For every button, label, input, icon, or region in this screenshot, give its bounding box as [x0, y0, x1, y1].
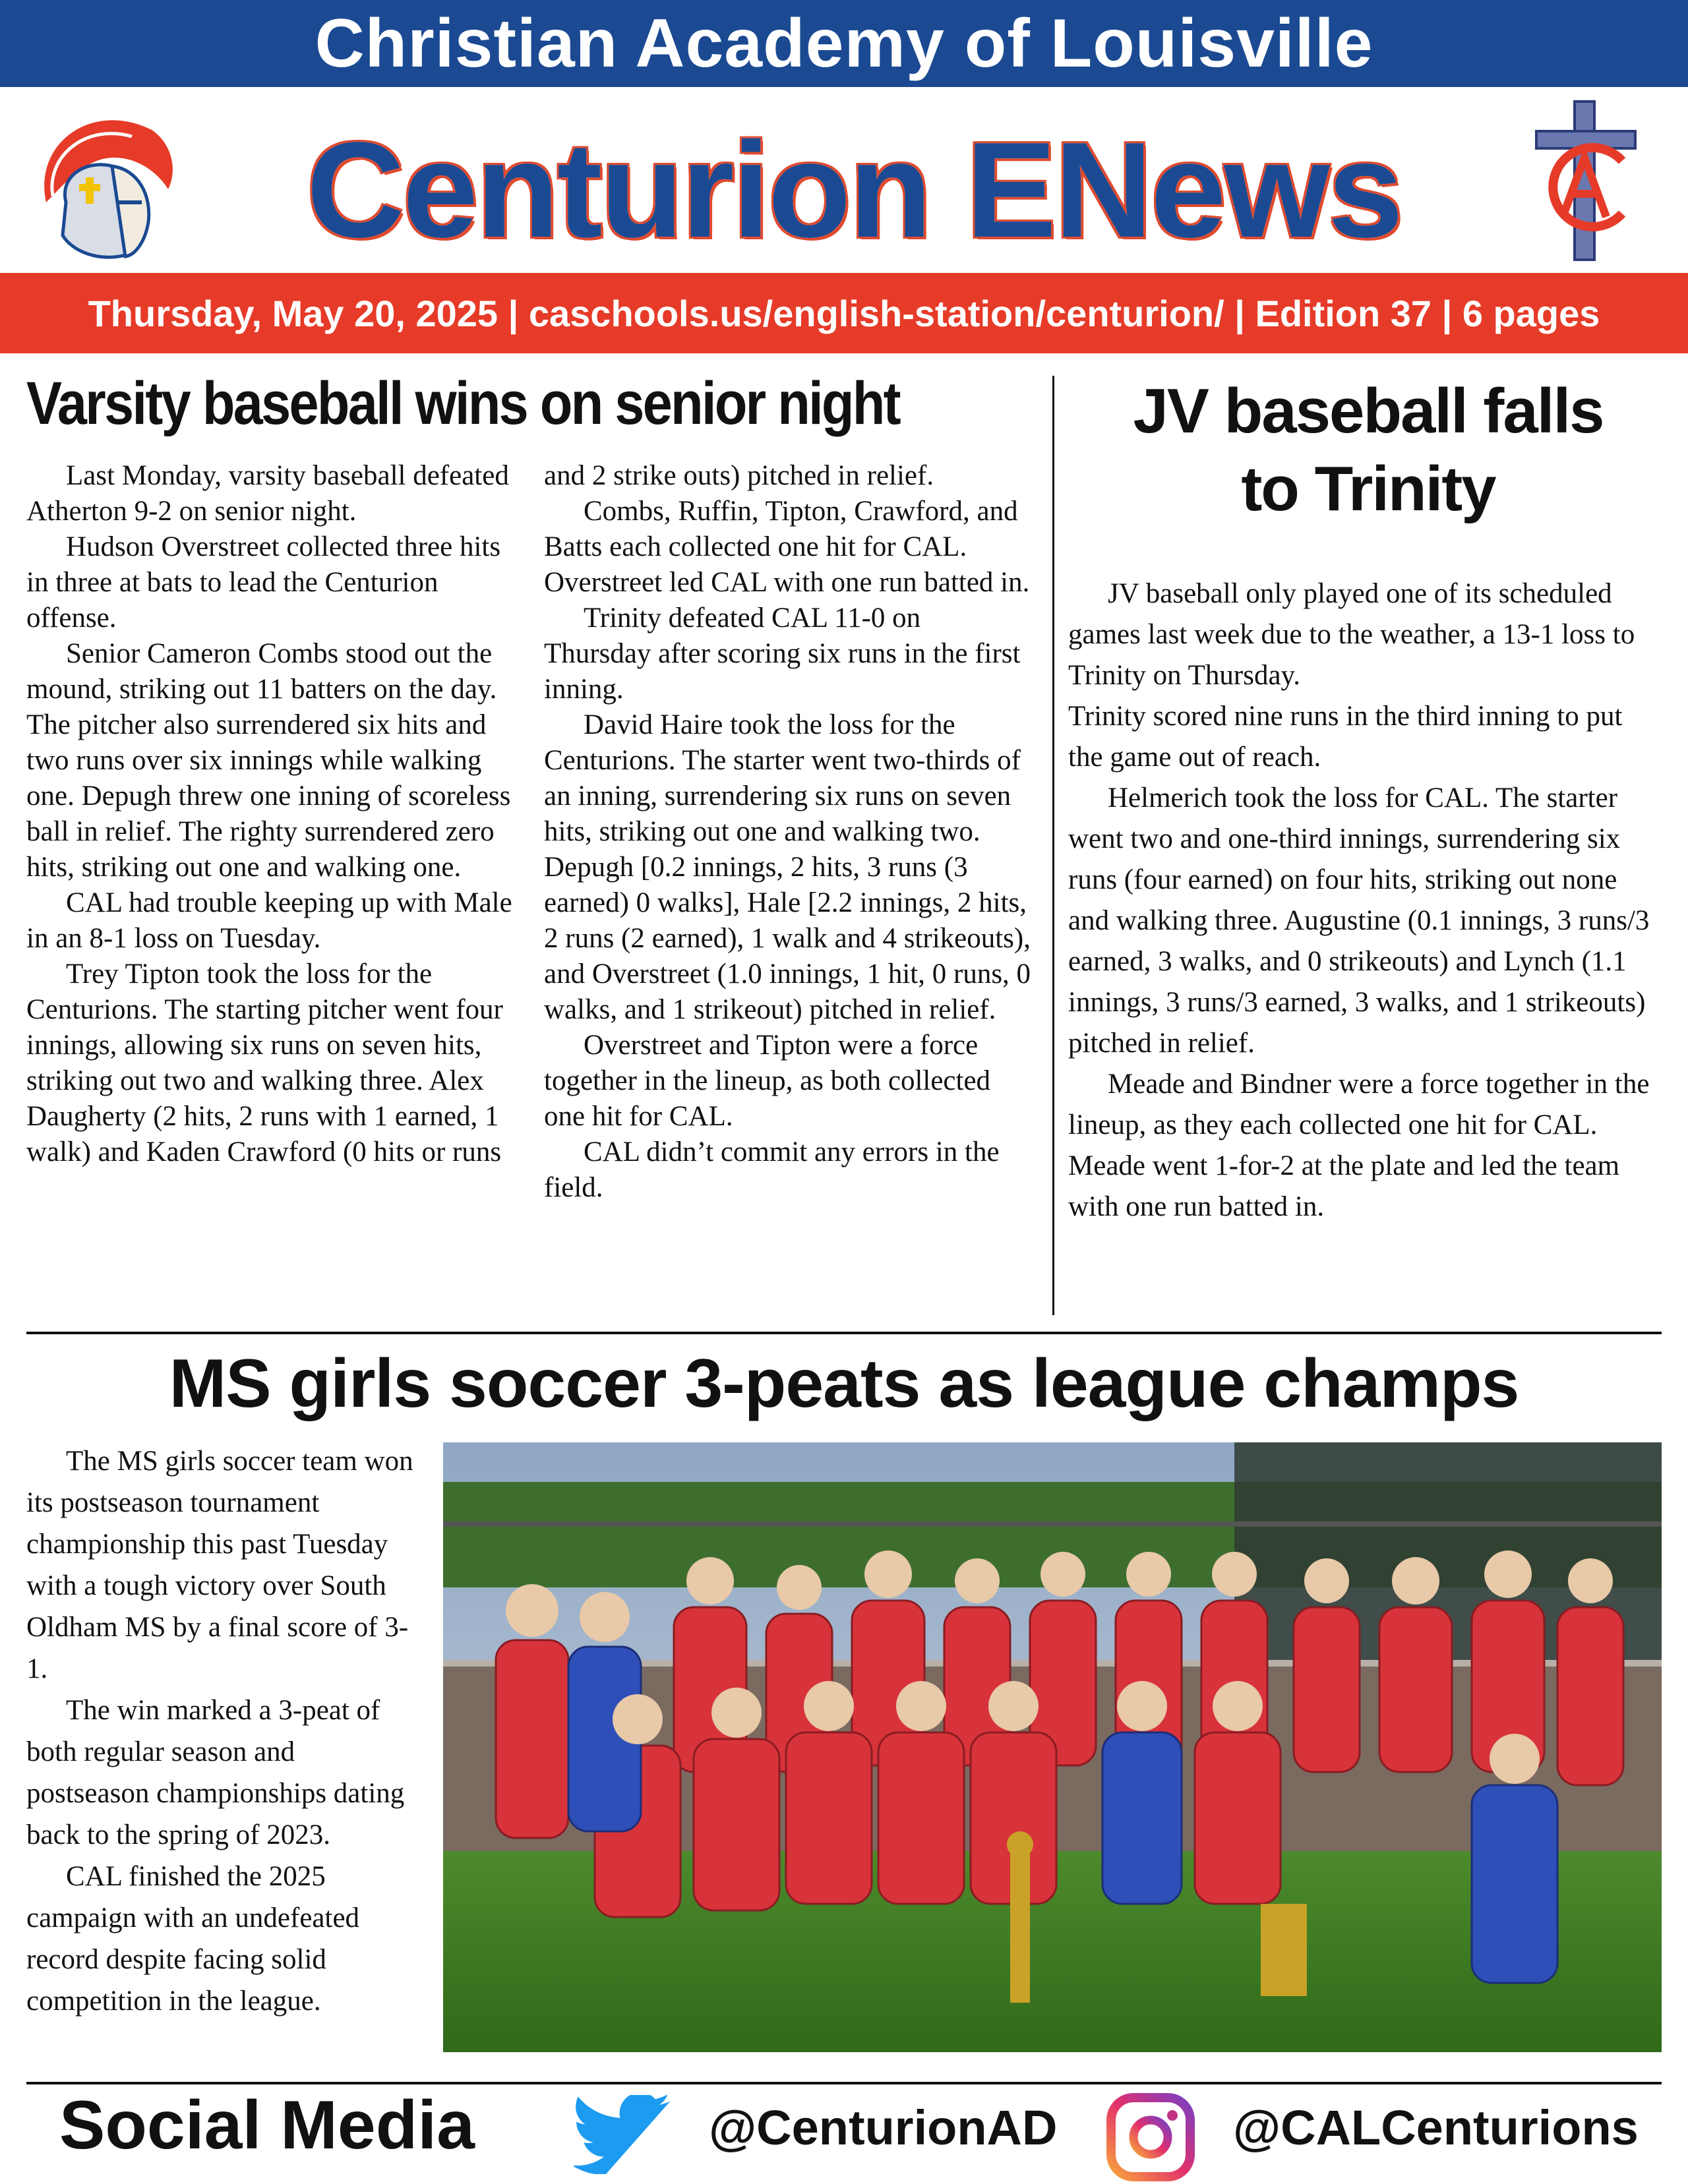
social-media-label: Social Media — [59, 2087, 475, 2164]
article-paragraph: and 2 strike outs) pitched in relief. — [544, 460, 934, 491]
article-paragraph: CAL didn’t commit any errors in the field. — [544, 1136, 1000, 1203]
school-banner — [0, 0, 1688, 87]
jv-headline-line2: to Trinity — [1241, 454, 1495, 524]
newsletter-title: Centurion ENews — [306, 114, 1402, 266]
article-paragraph: Helmerich took the loss for CAL. The starter went two and one-third innings, surrendering six runs (four earned) on four hits, striking out none and walking three. Augustine (0.1 innings, 3 runs/3 earned, 3 walks, and 0 strikeouts) and Lynch (1.1 innings, 3 runs/3 earned, 3 walks, and 1 strikeouts) pitched in relief. — [1068, 782, 1650, 1059]
dateline: Thursday, May 20, 2025 | caschools.us/english-station/centurion/ | Edition 37 | 6 pages — [88, 292, 1600, 334]
article-paragraph: The win marked a 3-peat of both regular season and postseason championships dating back to the spring of 2023. — [26, 1695, 405, 1850]
school-name: Christian Academy of Louisville — [315, 5, 1373, 82]
dateline-banner — [0, 273, 1688, 353]
article-paragraph: Meade and Bindner were a force together in the lineup, as they each collected one hit for CAL. Meade went 1-for-2 at the plate and led the team with one run batted in. — [1068, 1069, 1650, 1222]
article-paragraph: Senior Cameron Combs stood out the mound, striking out 11 batters on the day. The pitcher also surrendered six hits and two runs over six innings while walking one. Depugh threw one inning of scoreless ball in relief. The righty surrendered zero hits, striking out one and walking one. — [26, 638, 511, 883]
centurion-helmet-logo — [20, 103, 181, 265]
article-paragraph: Trey Tipton took the loss for the Centurions. The starting pitcher went four innings, allowing six runs on seven hits, striking out two and walking three. Alex Daugherty (2 hits, 2 runs with 1 earned, 1 walk) and Kaden Crawford (0 hits or runs — [26, 959, 503, 1167]
instagram-handle[interactable]: @CALCenturions — [1233, 2100, 1639, 2155]
soccer-column — [26, 1440, 415, 2022]
team-photo — [443, 1442, 1662, 2052]
twitter-bird-icon[interactable] — [574, 2095, 673, 2174]
instagram-icon[interactable] — [1104, 2091, 1197, 2183]
article-paragraph: Trinity defeated CAL 11-0 on Thursday after scoring six runs in the first inning. — [544, 603, 1021, 705]
article-paragraph: Last Monday, varsity baseball defeated Atherton 9-2 on senior night. — [26, 460, 509, 527]
varsity-headline: Varsity baseball wins on senior night — [26, 370, 899, 437]
article-paragraph: Hudson Overstreet collected three hits in three at bats to lead the Centurion offense. — [26, 531, 501, 634]
article-paragraph: The MS girls soccer team won its postseason tournament championship this past Tuesday with a tough victory over South Oldham MS by a final score of 3-1. — [26, 1446, 413, 1684]
masthead — [0, 87, 1688, 273]
varsity-column-1 — [26, 458, 514, 1170]
article-paragraph: Overstreet and Tipton were a force together in the lineup, as both collected one hit for CAL. — [544, 1030, 991, 1132]
article-paragraph: David Haire took the loss for the Centurions. The starter went two-thirds of an inning, surrendering six runs on seven hits, striking out one and walking two. Depugh [0.2 innings, 2 hits, 3 runs (3 earned) 0 walks], Hale [2.2 innings, 2 hits, 2 runs (2 earned), 1 walk and 4 strikeouts), and Overstreet (1.0 innings, 1 hit, 0 runs, 0 walks, and 1 strikeout) pitched in relief. — [544, 709, 1031, 1025]
jv-headline-line1: JV baseball falls — [1133, 376, 1604, 446]
jv-column — [1068, 574, 1662, 1227]
article-paragraph: JV baseball only played one of its scheduled games last week due to the weather, a 13-1 loss to Trinity on Thursday. — [1068, 578, 1635, 691]
footer-divider — [26, 2082, 1662, 2084]
article-paragraph: CAL had trouble keeping up with Male in an 8-1 loss on Tuesday. — [26, 887, 512, 954]
varsity-column-2 — [544, 458, 1032, 1206]
article-paragraph: Trinity scored nine runs in the third inning to put the game out of reach. — [1068, 701, 1623, 773]
ca-cross-logo — [1517, 95, 1648, 266]
article-paragraph: Combs, Ruffin, Tipton, Crawford, and Batts each collected one hit for CAL. Overstreet led CAL with one run batted in. — [544, 496, 1030, 598]
twitter-handle[interactable]: @CenturionAD — [709, 2100, 1058, 2155]
section-divider — [26, 1332, 1662, 1334]
jv-headline — [1065, 372, 1672, 528]
soccer-headline: MS girls soccer 3-peats as league champs — [169, 1345, 1519, 1422]
article-paragraph: CAL finished the 2025 campaign with an undefeated record despite facing solid competition in the league. — [26, 1861, 360, 2017]
column-divider — [1052, 376, 1054, 1315]
